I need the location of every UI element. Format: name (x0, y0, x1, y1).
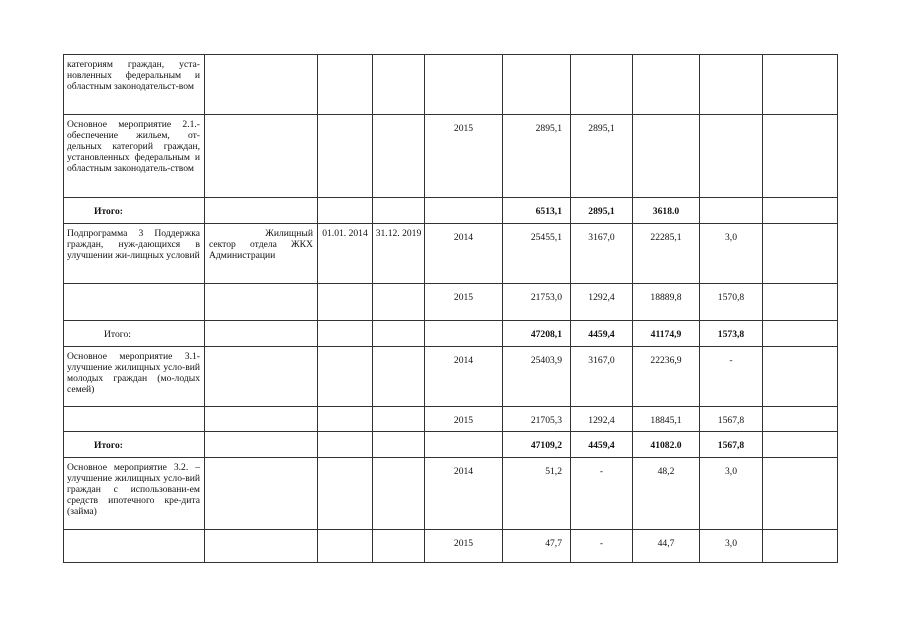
table-row-total (64, 198, 838, 224)
row-start (318, 198, 373, 224)
row-end (373, 321, 425, 347)
executor-line1: Жилищный (265, 228, 313, 239)
row-fed: - (571, 458, 633, 530)
row-local: - (700, 347, 763, 407)
row-total: 47,7 (503, 530, 571, 563)
row-start (318, 284, 373, 321)
table-row (64, 407, 838, 432)
row-extra (763, 530, 838, 563)
row-local: 1573,8 (700, 321, 763, 347)
row-end (373, 530, 425, 563)
row-year (425, 198, 503, 224)
row-end (373, 55, 425, 115)
row-fed: 1292,4 (571, 284, 633, 321)
row-local: 1570,8 (700, 284, 763, 321)
row-end (373, 115, 425, 198)
row-year: 2015 (425, 284, 503, 321)
row-end (373, 347, 425, 407)
row-start (318, 115, 373, 198)
row-reg: 44,7 (633, 530, 700, 563)
row-start (318, 321, 373, 347)
row-name: Основное мероприятие 3.1-улучшение жилищных усло-вий молодых граждан (мо-лодых семей) (64, 347, 205, 407)
row-fed: 2895,1 (571, 115, 633, 198)
row-year: 2015 (425, 407, 503, 432)
row-total: 47208,1 (503, 321, 571, 347)
row-fed: 2895,1 (571, 198, 633, 224)
row-year: 2015 (425, 530, 503, 563)
row-name: Основное мероприятие 2.1.-обеспечение жильем, от-дельных категорий граждан, установленных федеральным и областным законодатель-ством (64, 115, 205, 198)
row-fed: 3167,0 (571, 224, 633, 284)
table-row-total (64, 432, 838, 458)
row-year (425, 432, 503, 458)
row-extra (763, 321, 838, 347)
row-name: Основное мероприятие 3.2. – улучшение жилищных усло-вий граждан с использовани-ем средств ипотечного кре-дита (займа) (64, 458, 205, 530)
table-row (64, 347, 838, 407)
table-row-total (64, 321, 838, 347)
row-total: 21753,0 (503, 284, 571, 321)
total-label: Итого: (64, 432, 205, 458)
row-end: 31.12. 2019 (373, 224, 425, 284)
row-end (373, 432, 425, 458)
row-extra (763, 224, 838, 284)
row-fed: - (571, 530, 633, 563)
row-year (425, 321, 503, 347)
row-executor (205, 347, 318, 407)
row-name (64, 530, 205, 563)
row-reg: 22285,1 (633, 224, 700, 284)
row-name: Подпрограмма 3 Поддержка граждан, нуж-дающихся в улучшении жи-лищных условий (64, 224, 205, 284)
row-start (318, 530, 373, 563)
row-local (700, 55, 763, 115)
row-start (318, 432, 373, 458)
row-executor (205, 284, 318, 321)
row-year: 2014 (425, 347, 503, 407)
row-executor (205, 224, 318, 284)
row-executor (205, 55, 318, 115)
row-local: 3,0 (700, 458, 763, 530)
row-year: 2014 (425, 224, 503, 284)
table-row (64, 530, 838, 563)
row-total (503, 55, 571, 115)
row-reg (633, 55, 700, 115)
row-end (373, 198, 425, 224)
total-label: Итого: (64, 198, 205, 224)
row-name (64, 407, 205, 432)
row-fed: 4459,4 (571, 432, 633, 458)
row-executor (205, 458, 318, 530)
row-executor (205, 407, 318, 432)
row-total: 25455,1 (503, 224, 571, 284)
table-row (64, 284, 838, 321)
row-start (318, 347, 373, 407)
row-end (373, 284, 425, 321)
row-total: 6513,1 (503, 198, 571, 224)
row-extra (763, 115, 838, 198)
row-fed (571, 55, 633, 115)
row-end (373, 458, 425, 530)
row-executor (205, 198, 318, 224)
row-reg: 48,2 (633, 458, 700, 530)
row-year: 2015 (425, 115, 503, 198)
row-reg: 18845,1 (633, 407, 700, 432)
row-end (373, 407, 425, 432)
row-extra (763, 284, 838, 321)
row-local (700, 198, 763, 224)
row-reg: 41174,9 (633, 321, 700, 347)
row-extra (763, 55, 838, 115)
row-reg (633, 115, 700, 198)
table-row (64, 55, 838, 115)
row-reg: 18889,8 (633, 284, 700, 321)
row-total: 21705,3 (503, 407, 571, 432)
row-reg: 41082.0 (633, 432, 700, 458)
row-extra (763, 432, 838, 458)
row-reg: 3618.0 (633, 198, 700, 224)
row-start (318, 458, 373, 530)
row-fed: 1292,4 (571, 407, 633, 432)
row-executor (205, 321, 318, 347)
row-extra (763, 407, 838, 432)
executor-rest: сектор отдела ЖКХ Администрации (209, 239, 313, 261)
row-extra (763, 347, 838, 407)
row-name: категориям граждан, уста-новленных федеральным и областным законодательст-вом (64, 55, 205, 115)
total-label: Итого: (64, 321, 205, 347)
row-total: 25403,9 (503, 347, 571, 407)
table-row (64, 224, 838, 284)
row-executor (205, 530, 318, 563)
row-executor (205, 432, 318, 458)
table-row (64, 458, 838, 530)
row-start (318, 407, 373, 432)
row-local: 1567,8 (700, 407, 763, 432)
budget-table (63, 54, 838, 563)
row-name (64, 284, 205, 321)
row-extra (763, 458, 838, 530)
table-row (64, 115, 838, 198)
row-fed: 3167,0 (571, 347, 633, 407)
row-year (425, 55, 503, 115)
row-extra (763, 198, 838, 224)
row-total: 51,2 (503, 458, 571, 530)
row-local (700, 115, 763, 198)
row-start (318, 55, 373, 115)
row-fed: 4459,4 (571, 321, 633, 347)
row-local: 3,0 (700, 530, 763, 563)
row-year: 2014 (425, 458, 503, 530)
row-reg: 22236,9 (633, 347, 700, 407)
row-total: 47109,2 (503, 432, 571, 458)
row-local: 1567,8 (700, 432, 763, 458)
row-total: 2895,1 (503, 115, 571, 198)
row-start: 01.01. 2014 (318, 224, 373, 284)
row-executor (205, 115, 318, 198)
row-local: 3,0 (700, 224, 763, 284)
